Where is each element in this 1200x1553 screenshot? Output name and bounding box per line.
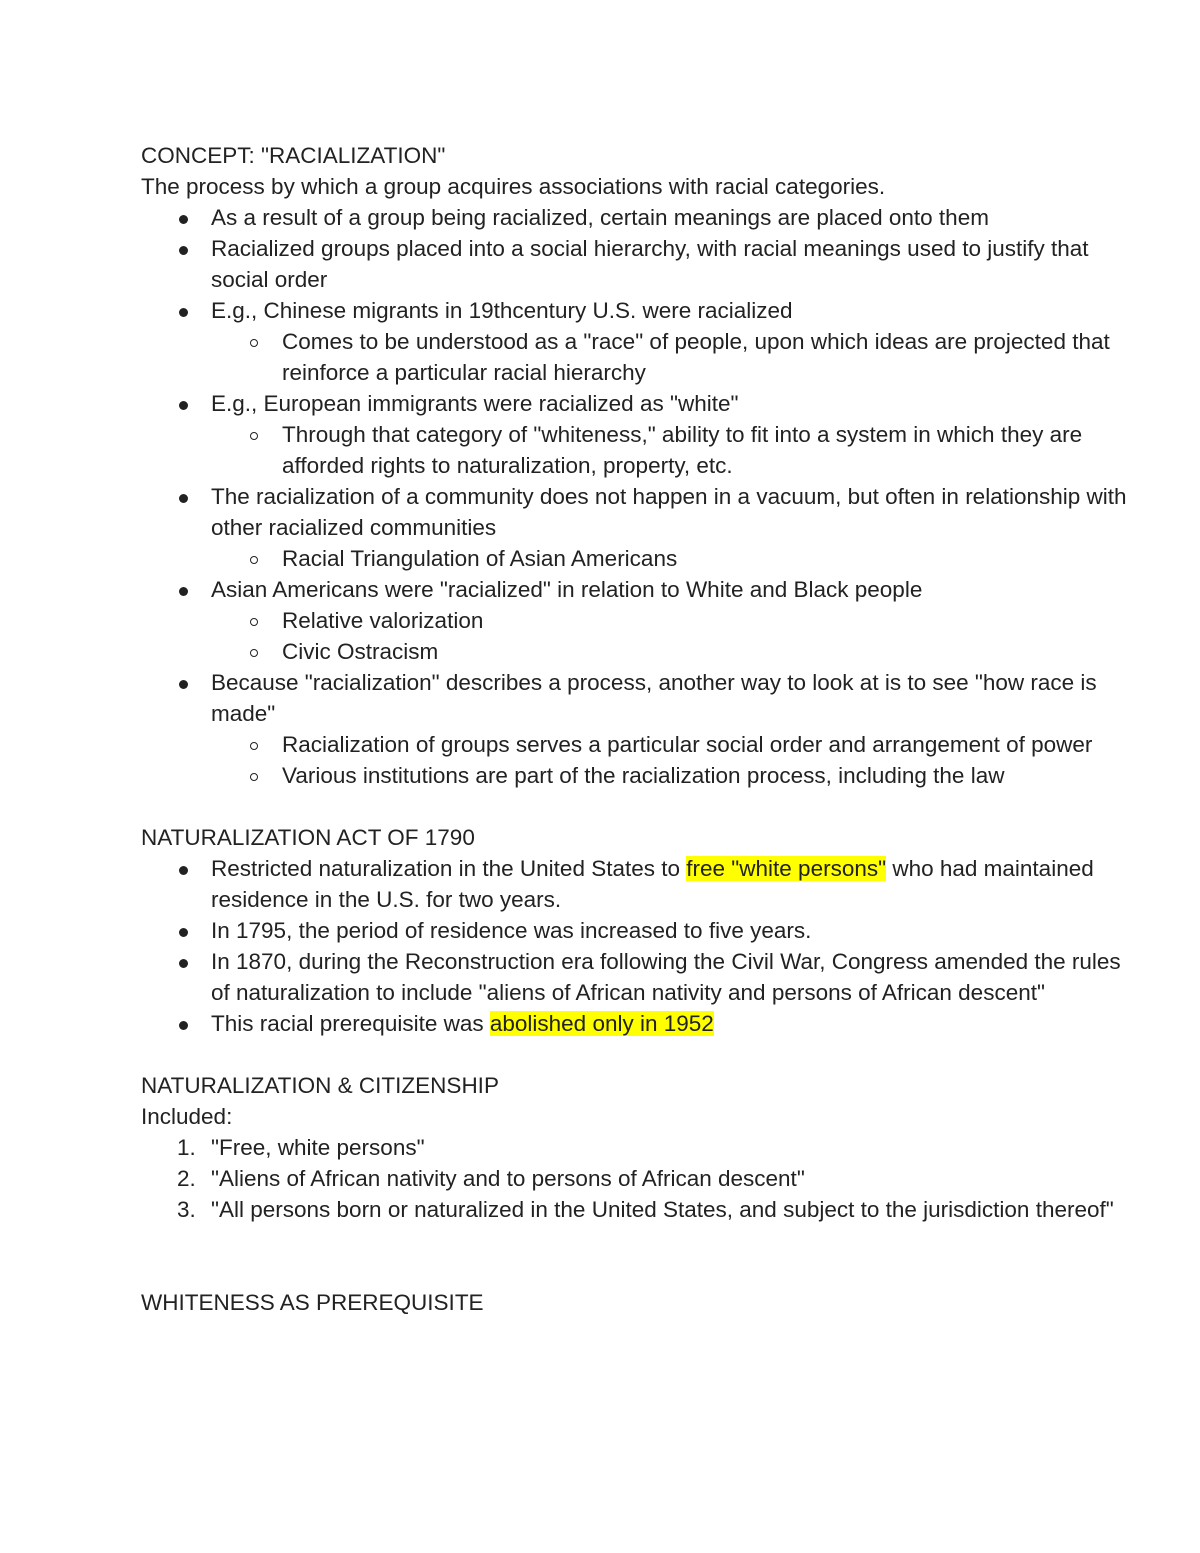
list-item [141, 1008, 1141, 1039]
list-item-text: "Aliens of African nativity and to persons of African descent" [211, 1166, 805, 1191]
naturalization-act-bullet-list [141, 853, 1141, 1039]
list-item-text: Civic Ostracism [282, 639, 439, 664]
list-item [141, 233, 1141, 295]
document-page [141, 140, 1141, 1318]
list-item [141, 388, 1141, 419]
list-number: 2. [177, 1166, 196, 1191]
bullet-dot-icon [179, 246, 188, 255]
list-item-text: Restricted naturalization in the United States to [211, 856, 687, 881]
bullet-dot-icon [179, 494, 188, 503]
bullet-dot-icon [179, 959, 188, 968]
list-item-text: "All persons born or naturalized in the United States, and subject to the jurisdiction thereof" [211, 1197, 1114, 1222]
list-item-text: As a result of a group being racialized, certain meanings are placed onto them [211, 205, 989, 230]
list-item-text: Racialized groups placed into a social hierarchy, with racial meanings used to justify that social order [211, 236, 1089, 292]
bullet-circle-icon [250, 618, 258, 626]
list-item [141, 202, 1141, 233]
list-item-text: This racial prerequisite was [211, 1011, 490, 1036]
citizenship-numbered-list [141, 1132, 1141, 1225]
sub-list-item [141, 419, 1141, 481]
list-item-text: Racialization of groups serves a particular social order and arrangement of power [282, 732, 1093, 757]
racialization-definition: The process by which a group acquires associations with racial categories. [141, 174, 886, 199]
bullet-dot-icon [179, 401, 188, 410]
bullet-circle-icon [250, 556, 258, 564]
bullet-dot-icon [179, 680, 188, 689]
sub-list-item [141, 636, 1141, 667]
list-item [141, 295, 1141, 326]
bullet-circle-icon [250, 742, 258, 750]
list-item-text: who had maintained residence in the U.S. for two years. [211, 856, 1094, 912]
list-item-text: In 1870, during the Reconstruction era following the Civil War, Congress amended the rules of naturalization to include "aliens of African nativity and persons of African descent" [211, 949, 1121, 1005]
bullet-dot-icon [179, 866, 188, 875]
section-heading-racialization: CONCEPT: "RACIALIZATION" [141, 143, 446, 168]
sub-list-item [141, 729, 1141, 760]
spacer [141, 1225, 1141, 1287]
list-item [141, 946, 1141, 1008]
list-item-text: "Free, white persons" [211, 1135, 425, 1160]
bullet-circle-icon [250, 339, 258, 347]
list-item-text: Various institutions are part of the racialization process, including the law [282, 763, 1005, 788]
bullet-dot-icon [179, 928, 188, 937]
section-heading-naturalization-citizenship: NATURALIZATION & CITIZENSHIP [141, 1073, 499, 1098]
sub-list-item [141, 605, 1141, 636]
numbered-list-item [141, 1163, 1141, 1194]
section-heading-whiteness-prerequisite: WHITENESS AS PREREQUISITE [141, 1290, 484, 1315]
highlighted-text: abolished only in 1952 [489, 1011, 714, 1036]
list-item [141, 481, 1141, 543]
sub-list-item [141, 760, 1141, 791]
section-heading-naturalization-act: NATURALIZATION ACT OF 1790 [141, 825, 475, 850]
bullet-dot-icon [179, 215, 188, 224]
highlighted-text: free "white persons" [686, 856, 887, 881]
list-item [141, 915, 1141, 946]
list-item-text: Comes to be understood as a "race" of people, upon which ideas are projected that reinforce a particular racial hierarchy [282, 329, 1110, 385]
sub-list-item [141, 543, 1141, 574]
bullet-circle-icon [250, 649, 258, 657]
list-item-text: E.g., European immigrants were racialized as "white" [211, 391, 739, 416]
list-item-text: Through that category of "whiteness," ability to fit into a system in which they are afforded rights to naturalization, property, etc. [282, 422, 1083, 478]
list-item-text: The racialization of a community does not happen in a vacuum, but often in relationship with other racialized communities [211, 484, 1127, 540]
list-item [141, 574, 1141, 605]
list-item-text: Racial Triangulation of Asian Americans [282, 546, 678, 571]
spacer [141, 1039, 1141, 1070]
numbered-list-item [141, 1132, 1141, 1163]
list-item-text: Relative valorization [282, 608, 484, 633]
spacer [141, 791, 1141, 822]
list-number: 1. [177, 1135, 196, 1160]
list-item-text: Asian Americans were "racialized" in relation to White and Black people [211, 577, 923, 602]
list-item-text: E.g., Chinese migrants in 19thcentury U.S. were racialized [211, 298, 793, 323]
racialization-bullet-list [141, 202, 1141, 791]
numbered-list-item [141, 1194, 1141, 1225]
list-item-text: In 1795, the period of residence was increased to five years. [211, 918, 812, 943]
list-number: 3. [177, 1197, 196, 1222]
list-item [141, 667, 1141, 729]
list-item [141, 853, 1141, 915]
sub-list-item [141, 326, 1141, 388]
list-item-text: Because "racialization" describes a process, another way to look at is to see "how race is made" [211, 670, 1097, 726]
bullet-dot-icon [179, 1021, 188, 1030]
included-label: Included: [141, 1104, 233, 1129]
bullet-circle-icon [250, 432, 258, 440]
bullet-circle-icon [250, 773, 258, 781]
bullet-dot-icon [179, 587, 188, 596]
bullet-dot-icon [179, 308, 188, 317]
